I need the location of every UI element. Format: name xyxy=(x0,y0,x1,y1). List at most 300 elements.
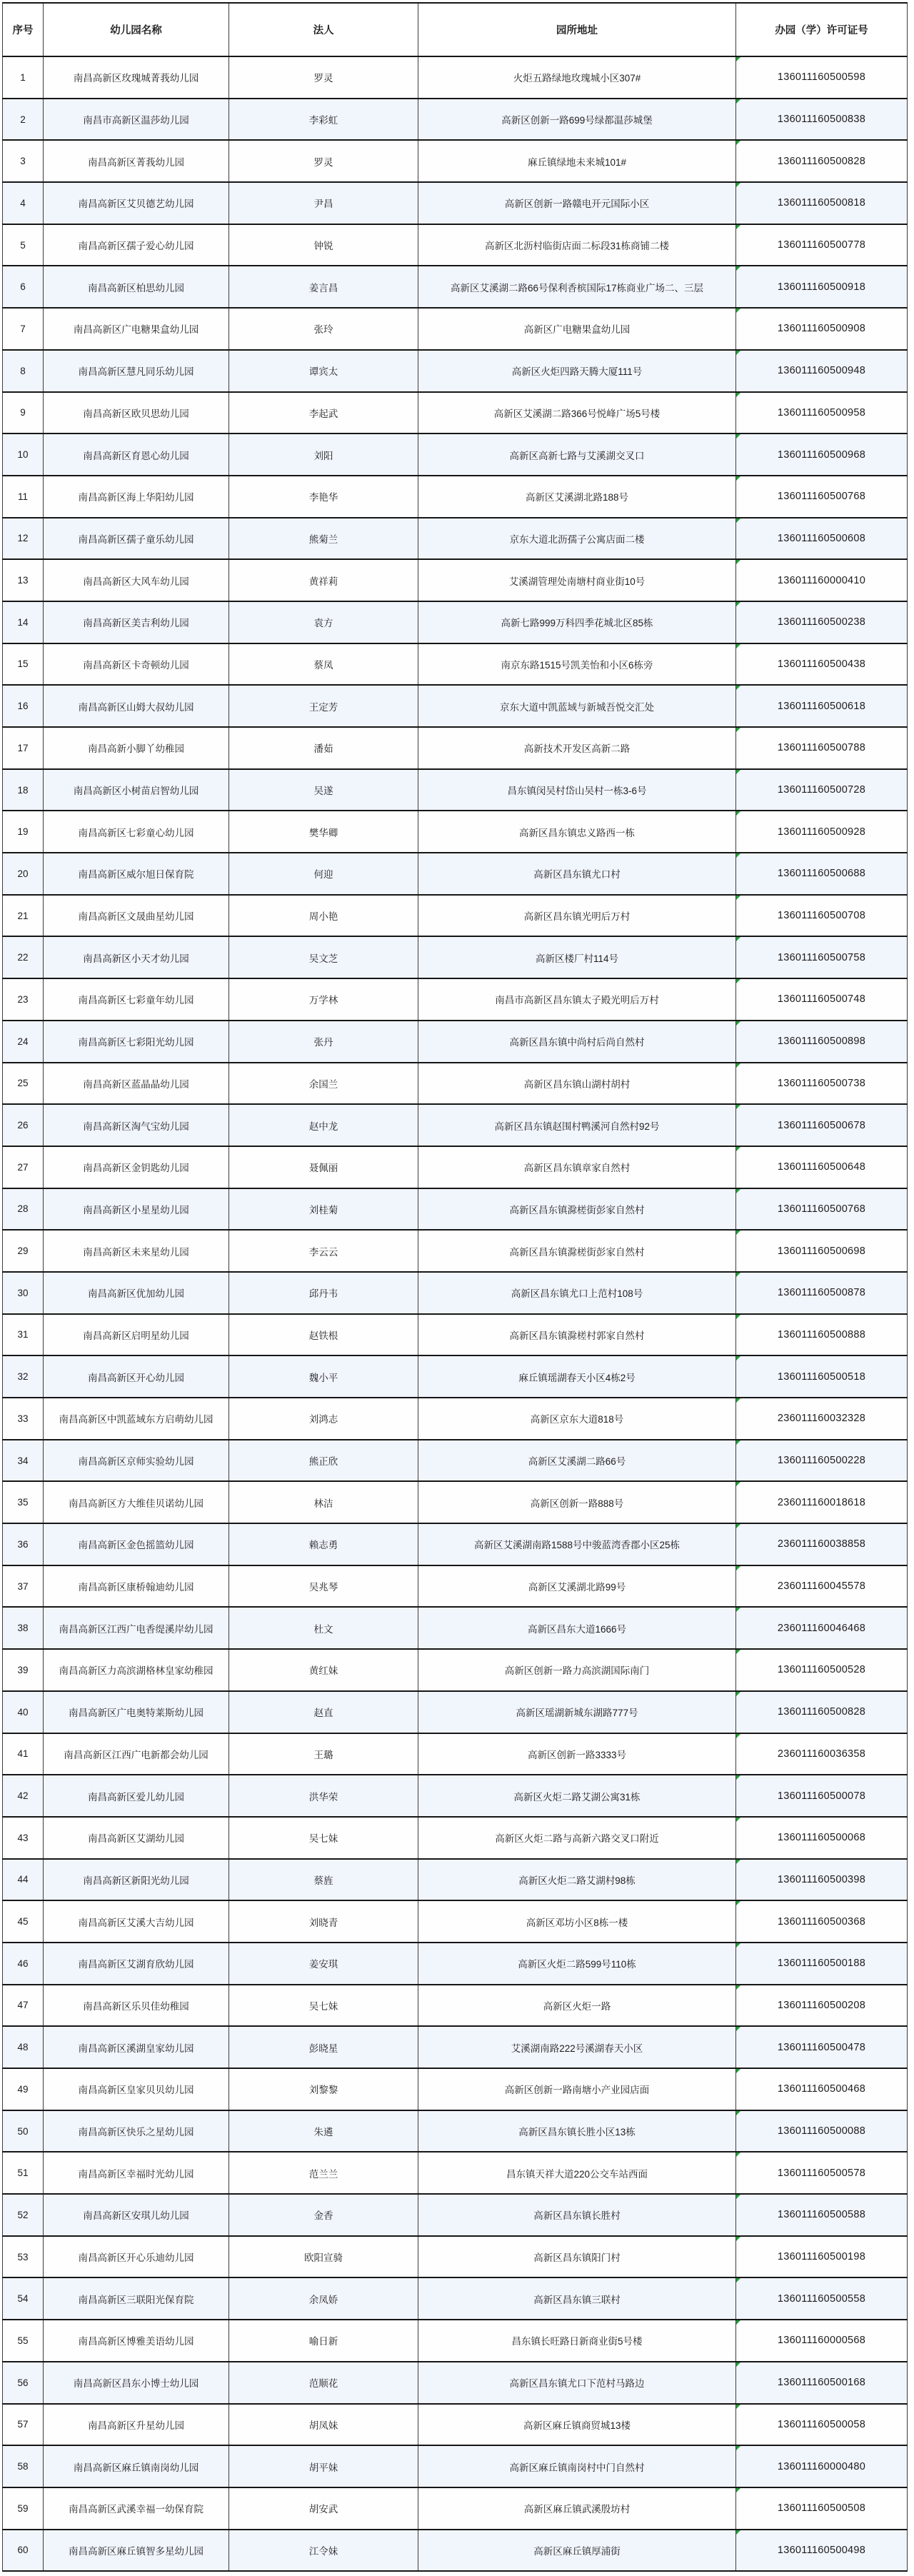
cell-index: 38 xyxy=(3,1607,44,1649)
table-header xyxy=(3,3,908,56)
table-row xyxy=(3,1943,908,1985)
cell-license-number: 136011160500888 xyxy=(736,1314,908,1356)
table-row xyxy=(3,2026,908,2068)
cell-legal-person: 范兰兰 xyxy=(229,2152,418,2194)
excel-error-indicator-icon xyxy=(736,225,740,229)
cell-license-number: 136011160500918 xyxy=(736,266,908,308)
cell-legal-person: 刘黎黎 xyxy=(229,2068,418,2110)
excel-error-indicator-icon xyxy=(736,1273,740,1277)
table-row xyxy=(3,643,908,686)
table-row xyxy=(3,350,908,392)
cell-address: 艾溪湖管理处南塘村商业街10号 xyxy=(418,559,736,601)
table-row xyxy=(3,1859,908,1901)
cell-index: 12 xyxy=(3,518,44,560)
cell-kindergarten-name: 南昌高新区文晟曲星幼儿园 xyxy=(44,895,229,937)
cell-license-number: 136011160500438 xyxy=(736,643,908,686)
cell-legal-person: 吴文芝 xyxy=(229,936,418,978)
cell-address: 高新区昌东镇阳门村 xyxy=(418,2236,736,2278)
cell-kindergarten-name: 南昌高新区欧贝思幼儿园 xyxy=(44,392,229,434)
cell-index: 29 xyxy=(3,1230,44,1272)
cell-kindergarten-name: 南昌高新区麻丘镇南岗幼儿园 xyxy=(44,2445,229,2487)
table-row xyxy=(3,476,908,518)
cell-address: 高新区火炬二路与高新六路交叉口附近 xyxy=(418,1817,736,1859)
cell-legal-person: 林洁 xyxy=(229,1481,418,1523)
table-row xyxy=(3,1355,908,1398)
cell-license-number: 236011160045578 xyxy=(736,1565,908,1608)
excel-error-indicator-icon xyxy=(736,518,740,523)
cell-legal-person: 周小艳 xyxy=(229,895,418,937)
cell-kindergarten-name: 南昌高新区安琪儿幼儿园 xyxy=(44,2194,229,2236)
cell-license-number: 136011160500508 xyxy=(736,2487,908,2530)
table-row xyxy=(3,1900,908,1943)
excel-error-indicator-icon xyxy=(736,2111,740,2115)
excel-error-indicator-icon xyxy=(736,309,740,313)
excel-error-indicator-icon xyxy=(736,1021,740,1026)
cell-license-number: 136011160500788 xyxy=(736,727,908,769)
cell-kindergarten-name: 南昌高新区淘气宝幼儿园 xyxy=(44,1104,229,1146)
cell-license-number: 136011160500878 xyxy=(736,1272,908,1314)
cell-address: 高新七路999万科四季花城北区85栋 xyxy=(418,601,736,643)
cell-license-number: 236011160038858 xyxy=(736,1523,908,1565)
excel-error-indicator-icon xyxy=(736,99,740,104)
table-row xyxy=(3,2530,908,2572)
cell-license-number: 136011160500558 xyxy=(736,2277,908,2320)
excel-error-indicator-icon xyxy=(736,1398,740,1403)
cell-index: 43 xyxy=(3,1817,44,1859)
excel-error-indicator-icon xyxy=(736,1943,740,1948)
cell-index: 39 xyxy=(3,1649,44,1691)
cell-address: 高新区艾溪湖北路99号 xyxy=(418,1565,736,1608)
cell-index: 47 xyxy=(3,1985,44,2027)
excel-error-indicator-icon xyxy=(736,1692,740,1696)
excel-error-indicator-icon xyxy=(736,1356,740,1360)
cell-kindergarten-name: 南昌高新区未来星幼儿园 xyxy=(44,1230,229,1272)
header-col-name: 幼儿园名称 xyxy=(44,3,229,56)
cell-license-number: 136011160500228 xyxy=(736,1440,908,1482)
cell-index: 32 xyxy=(3,1355,44,1398)
excel-error-indicator-icon xyxy=(736,1608,740,1612)
cell-kindergarten-name: 南昌高新区皇家贝贝幼儿园 xyxy=(44,2068,229,2110)
excel-error-indicator-icon xyxy=(736,1189,740,1193)
cell-license-number: 136011160500948 xyxy=(736,350,908,392)
excel-error-indicator-icon xyxy=(736,2320,740,2325)
cell-legal-person: 杜文 xyxy=(229,1607,418,1649)
cell-legal-person: 黄祥莉 xyxy=(229,559,418,601)
cell-address: 高新区昌东镇山湖村胡村 xyxy=(418,1063,736,1105)
cell-legal-person: 钟锐 xyxy=(229,224,418,266)
excel-error-indicator-icon xyxy=(736,1147,740,1151)
cell-license-number: 136011160500828 xyxy=(736,140,908,182)
header-col-license: 办园（学）许可证号 xyxy=(736,3,908,56)
table-row xyxy=(3,1733,908,1775)
table-row xyxy=(3,2487,908,2530)
cell-kindergarten-name: 南昌高新区爱儿幼儿园 xyxy=(44,1775,229,1817)
table-row xyxy=(3,853,908,895)
table-row xyxy=(3,1021,908,1063)
cell-kindergarten-name: 南昌高新区京师实验幼儿园 xyxy=(44,1440,229,1482)
cell-license-number: 136011160500698 xyxy=(736,1230,908,1272)
cell-address: 高新区昌东镇滁槎街彭家自然村 xyxy=(418,1230,736,1272)
cell-address: 高新区艾溪湖二路66号 xyxy=(418,1440,736,1482)
cell-kindergarten-name: 南昌高新区菁莪幼儿园 xyxy=(44,140,229,182)
excel-error-indicator-icon xyxy=(736,57,740,61)
cell-index: 25 xyxy=(3,1063,44,1105)
cell-license-number: 136011160500518 xyxy=(736,1355,908,1398)
cell-index: 14 xyxy=(3,601,44,643)
cell-license-number: 136011160500768 xyxy=(736,476,908,518)
cell-index: 15 xyxy=(3,643,44,686)
cell-address: 高新区高新七路与艾溪湖交叉口 xyxy=(418,433,736,476)
cell-index: 20 xyxy=(3,853,44,895)
cell-kindergarten-name: 南昌高新区金钥匙幼儿园 xyxy=(44,1146,229,1188)
excel-error-indicator-icon xyxy=(736,602,740,606)
excel-error-indicator-icon xyxy=(736,979,740,983)
excel-error-indicator-icon xyxy=(736,1315,740,1319)
cell-legal-person: 黄红妹 xyxy=(229,1649,418,1691)
table-row xyxy=(3,1440,908,1482)
cell-kindergarten-name: 南昌高新区山姆大叔幼儿园 xyxy=(44,685,229,727)
excel-error-indicator-icon xyxy=(736,2152,740,2157)
excel-error-indicator-icon xyxy=(736,2488,740,2492)
cell-license-number: 136011160500588 xyxy=(736,2194,908,2236)
cell-legal-person: 樊华卿 xyxy=(229,811,418,853)
cell-legal-person: 王璐 xyxy=(229,1733,418,1775)
cell-kindergarten-name: 南昌高新区广电糖果盒幼儿园 xyxy=(44,308,229,350)
cell-index: 18 xyxy=(3,769,44,811)
cell-legal-person: 吴遂 xyxy=(229,769,418,811)
cell-legal-person: 余凤娇 xyxy=(229,2277,418,2320)
excel-error-indicator-icon xyxy=(736,811,740,816)
cell-index: 41 xyxy=(3,1733,44,1775)
cell-kindergarten-name: 南昌高新区小天才幼儿园 xyxy=(44,936,229,978)
excel-error-indicator-icon xyxy=(736,1482,740,1486)
cell-license-number: 136011160500198 xyxy=(736,2236,908,2278)
cell-legal-person: 李彩虹 xyxy=(229,99,418,141)
cell-address: 高新区昌东大道1666号 xyxy=(418,1607,736,1649)
cell-address: 高新区创新一路赣电开元国际小区 xyxy=(418,182,736,224)
cell-legal-person: 袁方 xyxy=(229,601,418,643)
cell-index: 46 xyxy=(3,1943,44,1985)
header-col-index: 序号 xyxy=(3,3,44,56)
cell-license-number: 136011160500238 xyxy=(736,601,908,643)
cell-license-number: 136011160500958 xyxy=(736,392,908,434)
table-row xyxy=(3,392,908,434)
table-row xyxy=(3,559,908,601)
cell-legal-person: 吴七妹 xyxy=(229,1817,418,1859)
cell-license-number: 136011160500928 xyxy=(736,811,908,853)
cell-kindergarten-name: 南昌高新区大风车幼儿园 xyxy=(44,559,229,601)
cell-license-number: 136011160500678 xyxy=(736,1104,908,1146)
table-row xyxy=(3,266,908,308)
cell-license-number: 236011160036358 xyxy=(736,1733,908,1775)
cell-kindergarten-name: 南昌高新区江西广电新都会幼儿园 xyxy=(44,1733,229,1775)
excel-error-indicator-icon xyxy=(736,1524,740,1528)
cell-kindergarten-name: 南昌高新区昌东小博士幼儿园 xyxy=(44,2362,229,2404)
cell-kindergarten-name: 南昌高新区优加幼儿园 xyxy=(44,1272,229,1314)
table-row xyxy=(3,1523,908,1565)
cell-address: 高新区火炬四路天腾大厦111号 xyxy=(418,350,736,392)
cell-address: 高新区麻丘镇厚浦街 xyxy=(418,2530,736,2572)
cell-license-number: 136011160500768 xyxy=(736,1188,908,1231)
cell-legal-person: 万学林 xyxy=(229,978,418,1021)
cell-index: 26 xyxy=(3,1104,44,1146)
cell-license-number: 136011160500578 xyxy=(736,2152,908,2194)
cell-kindergarten-name: 南昌高新区孺子爱心幼儿园 xyxy=(44,224,229,266)
cell-address: 高新区昌东镇赵围村鸭溪河自然村92号 xyxy=(418,1104,736,1146)
cell-address: 高新区楼厂村114号 xyxy=(418,936,736,978)
cell-index: 30 xyxy=(3,1272,44,1314)
cell-legal-person: 熊正欣 xyxy=(229,1440,418,1482)
cell-address: 高新区北沥村临街店面二标段31栋商铺二楼 xyxy=(418,224,736,266)
table-row xyxy=(3,727,908,769)
cell-index: 59 xyxy=(3,2487,44,2530)
cell-index: 33 xyxy=(3,1398,44,1440)
cell-address: 高新区艾溪湖北路188号 xyxy=(418,476,736,518)
cell-license-number: 136011160500738 xyxy=(736,1063,908,1105)
cell-address: 麻丘镇瑶湖春天小区4栋2号 xyxy=(418,1355,736,1398)
table-row xyxy=(3,1272,908,1314)
cell-address: 昌东镇闵吴村岱山吴村一栋3-6号 xyxy=(418,769,736,811)
excel-error-indicator-icon xyxy=(736,1860,740,1864)
excel-error-indicator-icon xyxy=(736,476,740,481)
excel-error-indicator-icon xyxy=(736,2237,740,2241)
cell-index: 22 xyxy=(3,936,44,978)
cell-license-number: 136011160500648 xyxy=(736,1146,908,1188)
cell-legal-person: 胡安武 xyxy=(229,2487,418,2530)
cell-legal-person: 潘茹 xyxy=(229,727,418,769)
cell-address: 高新区昌东镇光明后万村 xyxy=(418,895,736,937)
excel-error-indicator-icon xyxy=(736,728,740,732)
cell-kindergarten-name: 南昌高新区方大维佳贝诺幼儿园 xyxy=(44,1481,229,1523)
table-row xyxy=(3,1146,908,1188)
table-row xyxy=(3,2068,908,2110)
cell-address: 高新区创新一路888号 xyxy=(418,1481,736,1523)
cell-index: 1 xyxy=(3,56,44,99)
excel-error-indicator-icon xyxy=(736,1650,740,1654)
cell-license-number: 136011160500608 xyxy=(736,518,908,560)
cell-legal-person: 胡凤妹 xyxy=(229,2404,418,2446)
cell-address: 高新区创新一路南塘小产业园店面 xyxy=(418,2068,736,2110)
cell-address: 高新区创新一路力高滨湖国际南门 xyxy=(418,1649,736,1691)
cell-kindergarten-name: 南昌高新区乐贝佳幼稚园 xyxy=(44,1985,229,2027)
table-row xyxy=(3,433,908,476)
cell-license-number: 136011160500828 xyxy=(736,1691,908,1733)
cell-legal-person: 魏小平 xyxy=(229,1355,418,1398)
cell-license-number: 136011160500468 xyxy=(736,2068,908,2110)
cell-index: 16 xyxy=(3,685,44,727)
cell-license-number: 136011160500088 xyxy=(736,2110,908,2152)
cell-legal-person: 蔡凤 xyxy=(229,643,418,686)
cell-kindergarten-name: 南昌高新区小星星幼儿园 xyxy=(44,1188,229,1231)
cell-license-number: 136011160500818 xyxy=(736,182,908,224)
cell-address: 高新区艾溪湖南路1588号中骏蓝湾香郡小区25栋 xyxy=(418,1523,736,1565)
cell-address: 高新区艾溪湖二路66号保利香槟国际17栋商业广场二、三层 xyxy=(418,266,736,308)
table-row xyxy=(3,811,908,853)
cell-index: 48 xyxy=(3,2026,44,2068)
cell-license-number: 136011160500168 xyxy=(736,2362,908,2404)
cell-license-number: 136011160500688 xyxy=(736,853,908,895)
cell-index: 51 xyxy=(3,2152,44,2194)
cell-license-number: 136011160000410 xyxy=(736,559,908,601)
table-row xyxy=(3,1565,908,1608)
excel-error-indicator-icon xyxy=(736,1105,740,1109)
cell-kindergarten-name: 南昌高新区快乐之星幼儿园 xyxy=(44,2110,229,2152)
excel-error-indicator-icon xyxy=(736,351,740,355)
cell-index: 31 xyxy=(3,1314,44,1356)
table-row xyxy=(3,2404,908,2446)
cell-address: 高新区创新一路3333号 xyxy=(418,1733,736,1775)
cell-address: 高新区邓坊小区8栋一楼 xyxy=(418,1900,736,1943)
cell-legal-person: 欧阳宣骑 xyxy=(229,2236,418,2278)
table-row xyxy=(3,2110,908,2152)
cell-license-number: 136011160500748 xyxy=(736,978,908,1021)
cell-license-number: 136011160500398 xyxy=(736,1859,908,1901)
excel-error-indicator-icon xyxy=(736,896,740,900)
cell-legal-person: 彭晓星 xyxy=(229,2026,418,2068)
excel-error-indicator-icon xyxy=(736,1063,740,1068)
cell-legal-person: 何迎 xyxy=(229,853,418,895)
cell-license-number: 236011160032328 xyxy=(736,1398,908,1440)
cell-legal-person: 喻日新 xyxy=(229,2320,418,2362)
cell-kindergarten-name: 南昌高新区新阳光幼儿园 xyxy=(44,1859,229,1901)
cell-kindergarten-name: 南昌高新区博雅美语幼儿园 xyxy=(44,2320,229,2362)
table-row xyxy=(3,1398,908,1440)
table-row xyxy=(3,140,908,182)
excel-error-indicator-icon xyxy=(736,560,740,564)
cell-kindergarten-name: 南昌高新区麻丘镇智多星幼儿园 xyxy=(44,2530,229,2572)
excel-error-indicator-icon xyxy=(736,2530,740,2535)
cell-address: 南京东路1515号凯美怡和小区6栋旁 xyxy=(418,643,736,686)
header-row xyxy=(3,3,908,56)
cell-index: 49 xyxy=(3,2068,44,2110)
cell-legal-person: 王定芳 xyxy=(229,685,418,727)
cell-index: 4 xyxy=(3,182,44,224)
cell-kindergarten-name: 南昌高新区开心乐迪幼儿园 xyxy=(44,2236,229,2278)
cell-legal-person: 胡平妹 xyxy=(229,2445,418,2487)
cell-license-number: 136011160500708 xyxy=(736,895,908,937)
cell-kindergarten-name: 南昌高新区溪湖皇家幼儿园 xyxy=(44,2026,229,2068)
cell-index: 5 xyxy=(3,224,44,266)
cell-index: 45 xyxy=(3,1900,44,1943)
table-row xyxy=(3,2277,908,2320)
cell-legal-person: 罗灵 xyxy=(229,140,418,182)
cell-license-number: 136011160500898 xyxy=(736,1021,908,1063)
cell-address: 火炬五路绿地玫瑰城小区307# xyxy=(418,56,736,99)
excel-error-indicator-icon xyxy=(736,644,740,648)
excel-error-indicator-icon xyxy=(736,1775,740,1780)
cell-index: 37 xyxy=(3,1565,44,1608)
cell-index: 35 xyxy=(3,1481,44,1523)
cell-kindergarten-name: 南昌高新区艾湖幼儿园 xyxy=(44,1817,229,1859)
table-row xyxy=(3,1607,908,1649)
cell-index: 19 xyxy=(3,811,44,853)
table-row xyxy=(3,1063,908,1105)
table-row xyxy=(3,978,908,1021)
cell-license-number: 136011160500728 xyxy=(736,769,908,811)
cell-kindergarten-name: 南昌高新区七彩童心幼儿园 xyxy=(44,811,229,853)
excel-error-indicator-icon xyxy=(736,1231,740,1235)
cell-legal-person: 蔡旌 xyxy=(229,1859,418,1901)
cell-address: 高新区昌东镇长胜小区13栋 xyxy=(418,2110,736,2152)
kindergarten-license-table xyxy=(2,2,908,2572)
cell-license-number: 136011160500078 xyxy=(736,1775,908,1817)
cell-kindergarten-name: 南昌高新区柏思幼儿园 xyxy=(44,266,229,308)
cell-kindergarten-name: 南昌高新区慧凡同乐幼儿园 xyxy=(44,350,229,392)
cell-legal-person: 李起武 xyxy=(229,392,418,434)
cell-license-number: 136011160500368 xyxy=(736,1900,908,1943)
cell-license-number: 136011160500188 xyxy=(736,1943,908,1985)
cell-kindergarten-name: 南昌高新区威尔旭日保育院 xyxy=(44,853,229,895)
table-row xyxy=(3,1481,908,1523)
cell-kindergarten-name: 南昌高新区育恩心幼儿园 xyxy=(44,433,229,476)
table-row xyxy=(3,2194,908,2236)
cell-kindergarten-name: 南昌高新区七彩阳光幼儿园 xyxy=(44,1021,229,1063)
cell-legal-person: 刘桂菊 xyxy=(229,1188,418,1231)
cell-address: 昌东镇长旺路日新商业街5号楼 xyxy=(418,2320,736,2362)
cell-license-number: 136011160500908 xyxy=(736,308,908,350)
cell-index: 6 xyxy=(3,266,44,308)
table-row xyxy=(3,936,908,978)
cell-kindergarten-name: 南昌高新区美吉利幼儿园 xyxy=(44,601,229,643)
cell-license-number: 136011160500758 xyxy=(736,936,908,978)
cell-address: 昌东镇天祥大道220公交车站西面 xyxy=(418,2152,736,2194)
excel-error-indicator-icon xyxy=(736,1440,740,1445)
cell-address: 麻丘镇绿地未来城101# xyxy=(418,140,736,182)
cell-legal-person: 江令妹 xyxy=(229,2530,418,2572)
excel-error-indicator-icon xyxy=(736,1901,740,1905)
cell-address: 高新区麻丘镇商贸城13楼 xyxy=(418,2404,736,2446)
table-row xyxy=(3,1691,908,1733)
excel-error-indicator-icon xyxy=(736,141,740,145)
cell-kindergarten-name: 南昌高新区孺子童乐幼儿园 xyxy=(44,518,229,560)
cell-legal-person: 姜安琪 xyxy=(229,1943,418,1985)
cell-license-number: 136011160500208 xyxy=(736,1985,908,2027)
cell-kindergarten-name: 南昌高新区卡奇顿幼儿园 xyxy=(44,643,229,686)
excel-error-indicator-icon xyxy=(736,2278,740,2282)
cell-index: 34 xyxy=(3,1440,44,1482)
table-row xyxy=(3,2152,908,2194)
cell-legal-person: 赵中龙 xyxy=(229,1104,418,1146)
cell-index: 28 xyxy=(3,1188,44,1231)
table-row xyxy=(3,182,908,224)
cell-index: 60 xyxy=(3,2530,44,2572)
table-row xyxy=(3,518,908,560)
cell-license-number: 236011160018618 xyxy=(736,1481,908,1523)
cell-license-number: 136011160000568 xyxy=(736,2320,908,2362)
cell-address: 高新区瑶湖新城东湖路777号 xyxy=(418,1691,736,1733)
cell-index: 44 xyxy=(3,1859,44,1901)
excel-error-indicator-icon xyxy=(736,853,740,858)
cell-license-number: 136011160500618 xyxy=(736,685,908,727)
cell-kindergarten-name: 南昌高新区开心幼儿园 xyxy=(44,1355,229,1398)
excel-error-indicator-icon xyxy=(736,434,740,438)
cell-index: 24 xyxy=(3,1021,44,1063)
cell-kindergarten-name: 南昌高新区海上华阳幼儿园 xyxy=(44,476,229,518)
cell-index: 42 xyxy=(3,1775,44,1817)
cell-address: 高新区昌东镇尤口村 xyxy=(418,853,736,895)
table-row xyxy=(3,685,908,727)
cell-legal-person: 余国兰 xyxy=(229,1063,418,1105)
table-row xyxy=(3,1314,908,1356)
cell-index: 52 xyxy=(3,2194,44,2236)
cell-legal-person: 赵铁根 xyxy=(229,1314,418,1356)
cell-index: 57 xyxy=(3,2404,44,2446)
cell-index: 54 xyxy=(3,2277,44,2320)
table-row xyxy=(3,895,908,937)
table-row xyxy=(3,1188,908,1231)
cell-legal-person: 赖志勇 xyxy=(229,1523,418,1565)
table-row xyxy=(3,99,908,141)
